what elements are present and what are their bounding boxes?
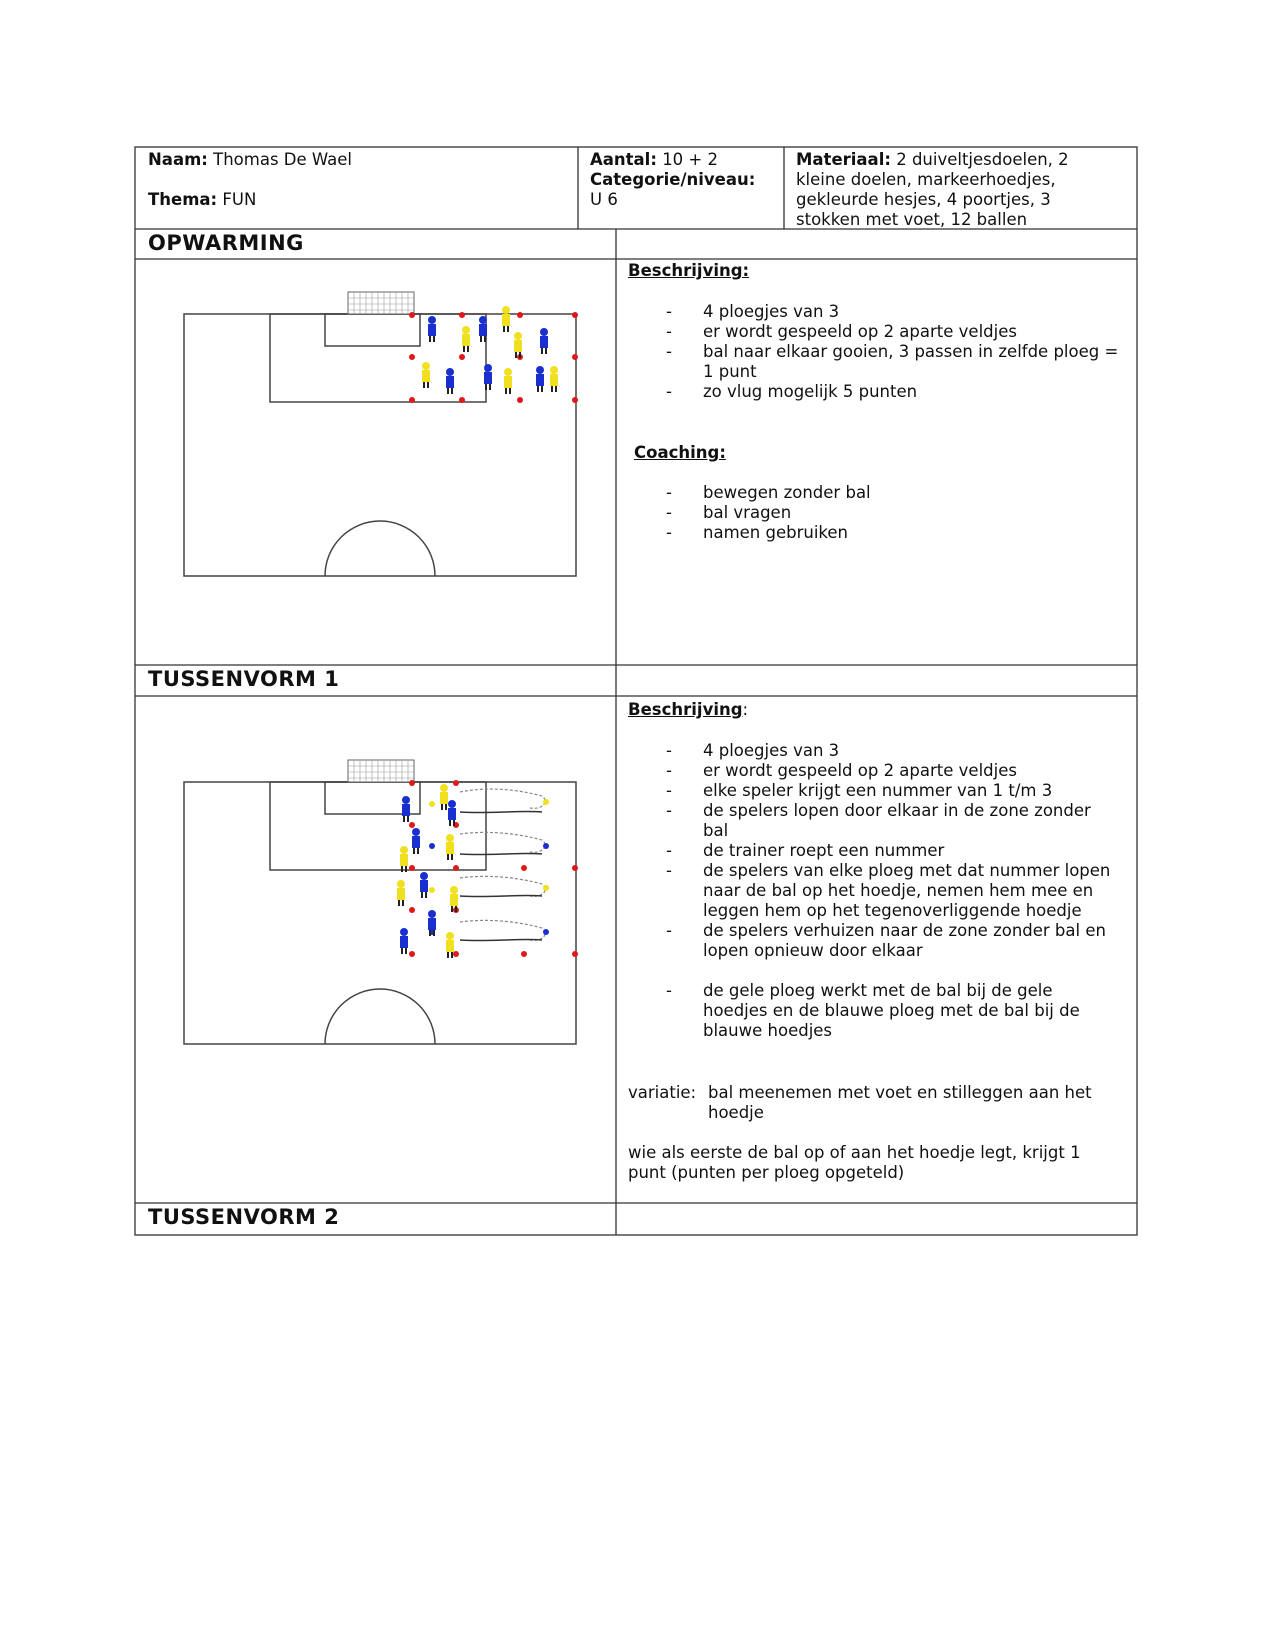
section-title-opwarming: OPWARMING	[148, 231, 304, 255]
bullet-dash: -	[666, 761, 672, 780]
bullet-dash: -	[666, 322, 672, 341]
thema-field	[148, 190, 256, 210]
players	[397, 784, 458, 958]
tussenvorm1-line-11: lopen opnieuw door elkaar	[703, 941, 923, 960]
bullet-dash: -	[666, 921, 672, 940]
bullet-dash: -	[666, 483, 672, 502]
variatie-line-1: bal meenemen met voet en stilleggen aan het	[708, 1083, 1092, 1102]
opwarming-item-1: 4 ploegjes van 3	[703, 302, 840, 321]
naam-label: Naam:	[148, 150, 208, 169]
goal-net	[348, 292, 414, 314]
section-title-tussenvorm-1: TUSSENVORM 1	[148, 667, 340, 691]
opwarming-item-3: bal naar elkaar gooien, 3 passen in zelfde ploeg =	[703, 342, 1119, 361]
opwarming-item-4: 1 punt	[703, 362, 757, 381]
bullet-dash: -	[666, 741, 672, 760]
punt-line-1: wie als eerste de bal op of aan het hoedje legt, krijgt 1	[628, 1143, 1081, 1162]
opwarming-beschrijving-label: Beschrijving:	[628, 261, 750, 280]
bullet-dash: -	[666, 861, 672, 880]
tussenvorm1-beschrijving-label: Beschrijving	[628, 700, 743, 719]
tussenvorm1-line-1: 4 ploegjes van 3	[703, 741, 840, 760]
tussenvorm1-line-12: de gele ploeg werkt met de bal bij de gele	[703, 981, 1053, 1000]
categorie-label: Categorie/niveau:	[590, 170, 756, 189]
bullet-dash: -	[666, 382, 672, 401]
tussenvorm1-line-2: er wordt gespeeld op 2 aparte veldjes	[703, 761, 1017, 780]
tussenvorm1-line-10: de spelers verhuizen naar de zone zonder bal en	[703, 921, 1106, 940]
materiaal-line-2: kleine doelen, markeerhoedjes,	[796, 170, 1056, 189]
tussenvorm1-line-7: de spelers van elke ploeg met dat nummer lopen	[703, 861, 1111, 880]
punt-line-2: punt (punten per ploeg opgeteld)	[628, 1163, 905, 1182]
variatie-label: variatie:	[628, 1083, 697, 1102]
opwarming-item-5: zo vlug mogelijk 5 punten	[703, 382, 918, 401]
tussenvorm1-line-6: de trainer roept een nummer	[703, 841, 945, 860]
coaching-item-3: namen gebruiken	[703, 523, 848, 542]
field-diagram-tussenvorm-1	[170, 750, 590, 1060]
opwarming-item-2: er wordt gespeeld op 2 aparte veldjes	[703, 322, 1017, 341]
naam-field	[148, 150, 352, 170]
colon: :	[742, 700, 749, 719]
coaching-item-2: bal vragen	[703, 503, 792, 522]
bullet-dash: -	[666, 523, 672, 542]
coaching-item-1: bewegen zonder bal	[703, 483, 871, 502]
field-diagram-opwarming	[170, 280, 590, 590]
tussenvorm1-line-5: bal	[703, 821, 729, 840]
tussenvorm1-line-3: elke speler krijgt een nummer van 1 t/m 3	[703, 781, 1053, 800]
materiaal-line-4: stokken met voet, 12 ballen	[796, 210, 1028, 229]
tussenvorm1-line-4: de spelers lopen door elkaar in de zone zonder	[703, 801, 1091, 820]
materiaal-label: Materiaal:	[796, 150, 891, 169]
tussenvorm1-line-14: blauwe hoedjes	[703, 1021, 833, 1040]
categorie-value: U 6	[590, 190, 618, 209]
tussenvorm1-line-13: hoedjes en de blauwe ploeg met de bal bij de	[703, 1001, 1080, 1020]
variatie-line-2: hoedje	[708, 1103, 764, 1122]
aantal-label: Aantal:	[590, 150, 657, 169]
bullet-dash: -	[666, 342, 672, 361]
tussenvorm1-line-8: naar de bal op het hoedje, nemen hem mee en	[703, 881, 1094, 900]
goal-net	[348, 760, 414, 782]
bullet-dash: -	[666, 841, 672, 860]
aantal-value: 10 + 2	[662, 150, 718, 169]
thema-value: FUN	[222, 190, 257, 209]
bullet-dash: -	[666, 801, 672, 820]
materiaal-text-1: 2 duiveltjesdoelen, 2	[896, 150, 1069, 169]
section-title-tussenvorm-2: TUSSENVORM 2	[148, 1205, 340, 1229]
tussenvorm1-line-9: leggen hem op het tegenoverliggende hoedje	[703, 901, 1082, 920]
aantal-field	[590, 150, 718, 170]
materiaal-line-1	[796, 150, 1069, 170]
bullet-dash: -	[666, 781, 672, 800]
naam-value: Thomas De Wael	[213, 150, 352, 169]
players	[422, 306, 558, 394]
materiaal-line-3: gekleurde hesjes, 4 poortjes, 3	[796, 190, 1051, 209]
thema-label: Thema:	[148, 190, 218, 209]
opwarming-coaching-label: Coaching:	[634, 443, 726, 462]
tussenvorm1-beschrijving	[628, 700, 748, 720]
bullet-dash: -	[666, 981, 672, 1000]
bullet-dash: -	[666, 302, 672, 321]
balls-and-markers	[429, 799, 549, 935]
bullet-dash: -	[666, 503, 672, 522]
